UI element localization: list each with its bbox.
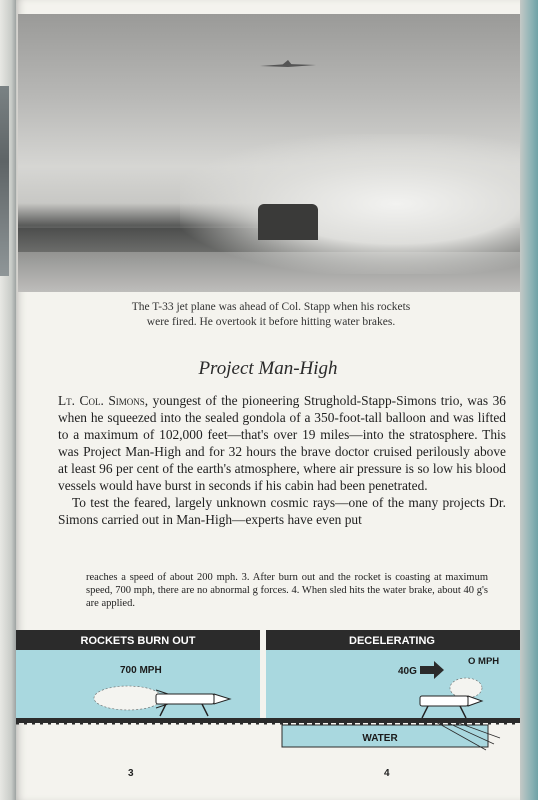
spray-splash xyxy=(450,678,482,698)
water-label: WATER xyxy=(362,733,398,744)
rocket-sled-diagram xyxy=(16,630,520,770)
left-page-edge xyxy=(0,0,16,800)
photo-sled xyxy=(258,204,318,240)
diagram-caption xyxy=(86,571,488,610)
page-number-left: 3 xyxy=(128,768,134,779)
photo-caption xyxy=(76,300,466,330)
right-page-edge xyxy=(520,0,538,800)
left-page-marks xyxy=(1,350,13,360)
right-panel-gforce: 40G xyxy=(398,666,417,677)
right-panel-speed: O MPH xyxy=(468,656,500,667)
photo-caption-line-1: The T-33 jet plane was ahead of Col. Stapp when his rockets xyxy=(131,301,411,313)
paragraph-1 xyxy=(58,392,506,494)
photo-smoke xyxy=(180,134,520,274)
left-page-photo-strip xyxy=(0,86,9,276)
paragraph-2: To test the feared, largely unknown cosmic rays—one of the many projects Dr. Simons carried out in Man-High—experts have even put xyxy=(58,495,506,527)
track-rail xyxy=(16,718,520,723)
rocket-sled-photo xyxy=(18,14,520,292)
page-number-right: 4 xyxy=(384,768,390,779)
right-panel-label: DECELERATING xyxy=(349,635,435,647)
photo-caption-line-2: were fired. He overtook it before hitting water brakes. xyxy=(146,316,396,328)
book-page xyxy=(16,0,520,800)
section-title: Project Man-High xyxy=(198,358,338,379)
body-text xyxy=(58,392,506,528)
left-panel-label: ROCKETS BURN OUT xyxy=(80,635,196,647)
diagram-caption-text: reaches a speed of about 200 mph. 3. After burn out and the rocket is coasting at maximum speed, 700 mph, there are no abnormal g forces. 4. When sled hits the water brake, about 40 g's are applied. xyxy=(86,572,488,609)
paragraph-1-rest: youngest of the pioneering Strughold-Stapp-Simons trio, was 36 when he squeezed into the sealed gondola of a 350-foot-tall balloon and was lifted to a maximum of 102,000 feet—that's over 19 miles—into the stratosphere. This was Project Man-High and for 32 hours the brave doctor cruised perilously above at least 96 per cent of the earth's atmosphere, where air pressure is so low his blood vessels would have burst in seconds if his cabin had been penetrated. xyxy=(58,393,506,493)
exhaust-smoke xyxy=(94,686,162,710)
left-panel-speed: 700 MPH xyxy=(120,665,162,676)
jet-plane-icon xyxy=(258,60,318,70)
paragraph-1-lead: Lt. Col. Simons, xyxy=(58,393,149,408)
